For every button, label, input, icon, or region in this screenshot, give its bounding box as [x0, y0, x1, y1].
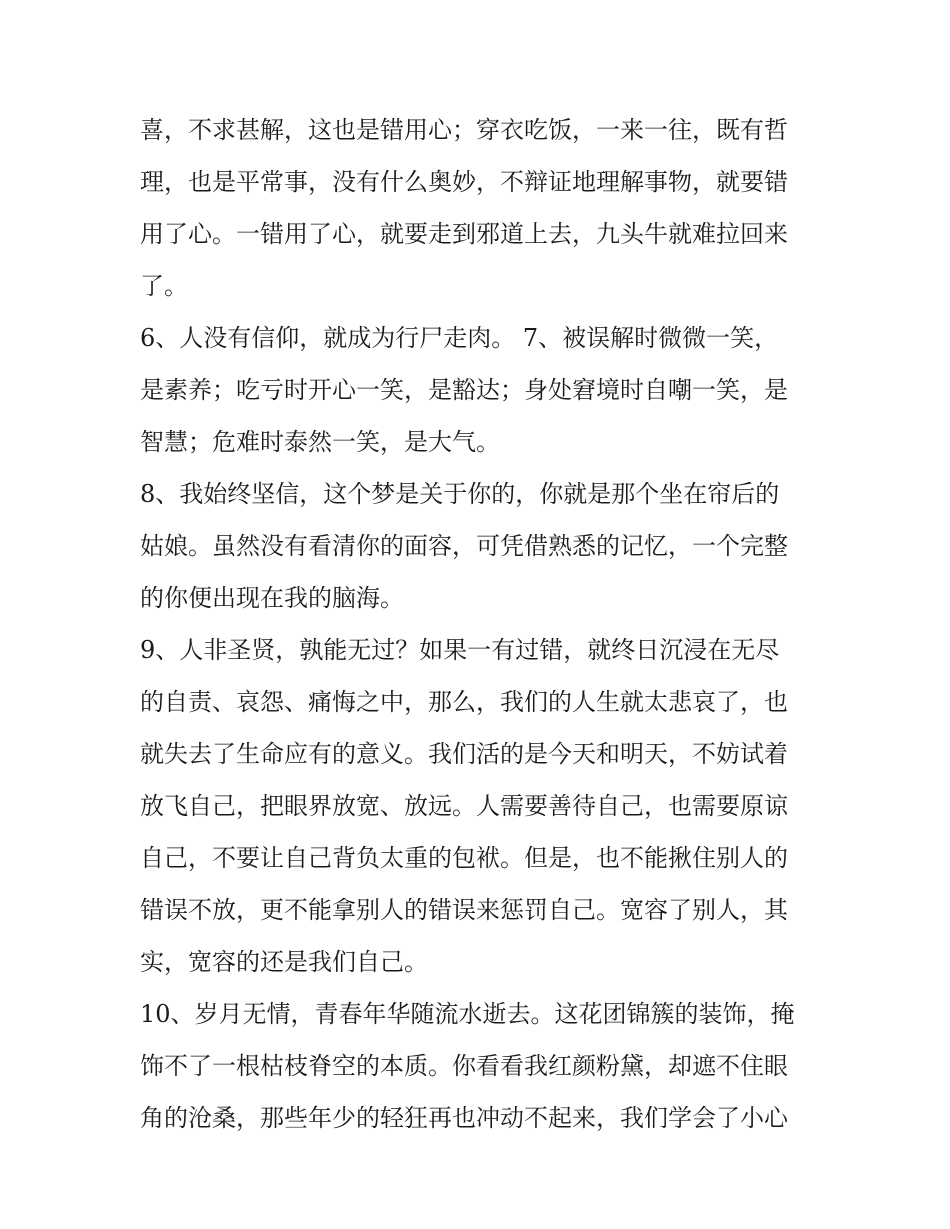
text-line: 的自责、哀怨、痛悔之中，那么，我们的人生就太悲哀了，也 [140, 688, 788, 716]
text-line: 9、人非圣贤，孰能无过？如果一有过错，就终日沉浸在无尽 [140, 636, 780, 664]
text-line: 喜，不求甚解，这也是错用心；穿衣吃饭，一来一往，既有哲 [140, 116, 788, 144]
text-line: 智慧；危难时泰然一笑，是大气。 [140, 428, 500, 456]
text-line: 8、我始终坚信，这个梦是关于你的，你就是那个坐在帘后的 [140, 480, 780, 508]
text-line: 的你便出现在我的脑海。 [140, 584, 404, 612]
text-line: 理，也是平常事，没有什么奥妙，不辩证地理解事物，就要错 [140, 168, 788, 196]
text-line: 是素养；吃亏时开心一笑，是豁达；身处窘境时自嘲一笑，是 [140, 376, 788, 404]
text-line: 就失去了生命应有的意义。我们活的是今天和明天，不妨试着 [140, 740, 788, 768]
text-line: 6、人没有信仰，就成为行尸走肉。 7、被误解时微微一笑， [140, 324, 779, 352]
text-line: 角的沧桑，那些年少的轻狂再也冲动不起来，我们学会了小心 [140, 1104, 788, 1132]
text-line: 放飞自己，把眼界放宽、放远。人需要善待自己，也需要原谅 [140, 792, 788, 820]
text-line: 了。 [140, 272, 188, 300]
text-line: 10、岁月无情，青春年华随流水逝去。这花团锦簇的装饰，掩 [140, 1000, 795, 1028]
text-line: 自己，不要让自己背负太重的包袱。但是，也不能揪住别人的 [140, 844, 788, 872]
text-line: 用了心。一错用了心，就要走到邪道上去，九头牛就难拉回来 [140, 220, 788, 248]
text-line: 实，宽容的还是我们自己。 [140, 948, 428, 976]
text-line: 错误不放，更不能拿别人的错误来惩罚自己。宽容了别人，其 [140, 896, 788, 924]
text-line: 饰不了一根枯枝脊空的本质。你看看我红颜粉黛，却遮不住眼 [140, 1052, 788, 1080]
text-line: 姑娘。虽然没有看清你的面容，可凭借熟悉的记忆，一个完整 [140, 532, 788, 560]
body-text [140, 104, 820, 1144]
